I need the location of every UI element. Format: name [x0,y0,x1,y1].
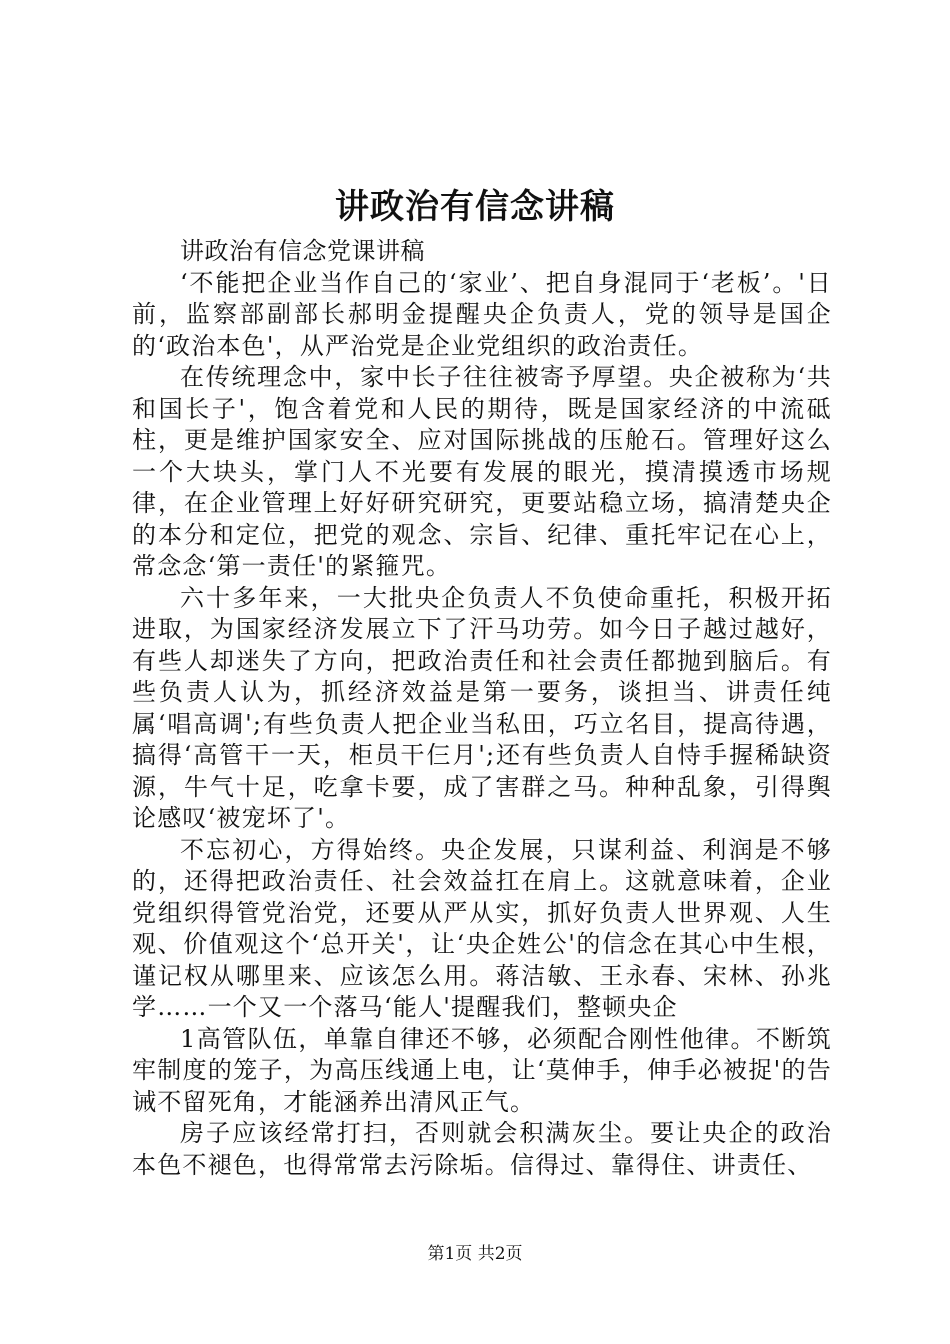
paragraph: 在传统理念中，家中长子往往被寄予厚望。央企被称为‘共和国长子'，饱含着党和人民的期待，既是国家经济的中流砥柱，更是维护国家安全、应对国际挑战的压舱石。管理好这么一个大块头，掌门人不光要有发展的眼光，摸清摸透市场规律，在企业管理上好好研究研究，更要站稳立场，搞清楚央企的本分和定位，把党的观念、宗旨、纪律、重托牢记在心上，常念念‘第一责任'的紧箍咒。 [132,363,832,580]
paragraph: ‘不能把企业当作自己的‘家业’、把自身混同于‘老板’。'日前，监察部副部长郝明金提醒央企负责人，党的领导是国企的‘政治本色'，从严治党是企业党组织的政治责任。 [132,268,832,360]
paragraph: 房子应该经常打扫，否则就会积满灰尘。要让央企的政治本色不褪色，也得常常去污除垢。信得过、靠得住、讲责任、 [132,1119,832,1179]
page-footer: 第1页 共2页 [427,1244,523,1264]
paragraph: 1高管队伍，单靠自律还不够，必须配合刚性他律。不断筑牢制度的笼子，为高压线通上电，让‘莫伸手，伸手必被捉'的告诫不留死角，才能涵养出清风正气。 [132,1024,832,1116]
paragraph: 不忘初心，方得始终。央企发展，只谋利益、利润是不够的，还得把政治责任、社会效益扛在肩上。这就意味着，企业党组织得管党治党，还要从严从实，抓好负责人世界观、人生观、价值观这个‘总开关'，让‘央企姓公'的信念在其心中生根，谨记权从哪里来、应该怎么用。蒋洁敏、王永春、宋林、孙兆学……一个又一个落马‘能人'提醒我们，整顿央企 [132,835,832,1021]
paragraph-subtitle: 讲政治有信念党课讲稿 [180,237,425,265]
document-body [132,236,832,1181]
document-title: 讲政治有信念讲稿 [335,187,615,227]
paragraph: 六十多年来，一大批央企负责人不负使命重托，积极开拓进取，为国家经济发展立下了汗马功劳。如今日子越过越好，有些人却迷失了方向，把政治责任和社会责任都抛到脑后。有些负责人认为，抓经济效益是第一要务，谈担当、讲责任纯属‘唱高调';有些负责人把企业当私田，巧立名目，提高待遇，搞得‘高管干一天，柜员干仨月';还有些负责人自恃手握稀缺资源，牛气十足，吃拿卡要，成了害群之马。种种乱象，引得舆论感叹‘被宠坏了'。 [132,583,832,832]
